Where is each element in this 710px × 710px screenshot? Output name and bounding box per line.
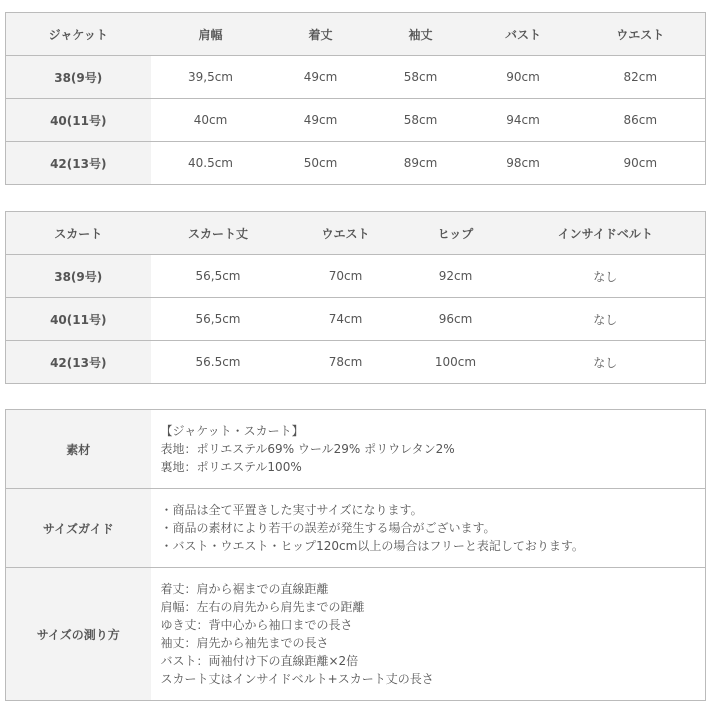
table-cell: 96cm xyxy=(406,298,506,341)
table-cell: 49cm xyxy=(271,56,371,99)
header-cell: 袖丈 xyxy=(371,13,471,56)
info-text xyxy=(151,410,706,489)
header-cell: ウエスト xyxy=(576,13,706,56)
header-cell: 着丈 xyxy=(271,13,371,56)
info-row-measurement xyxy=(6,568,706,701)
table-cell: 40cm xyxy=(151,99,271,142)
table-cell: なし xyxy=(506,341,706,384)
table-cell: 100cm xyxy=(406,341,506,384)
size-label: 42(13号) xyxy=(6,341,151,384)
table-cell: 58cm xyxy=(371,56,471,99)
header-cell: ジャケット xyxy=(6,13,151,56)
table-row xyxy=(6,56,706,99)
table-cell: 39,5cm xyxy=(151,56,271,99)
header-cell: スカート xyxy=(6,212,151,255)
info-line: 【ジャケット・スカート】 xyxy=(160,424,304,438)
header-cell: バスト xyxy=(471,13,576,56)
size-label: 42(13号) xyxy=(6,142,151,185)
header-cell: スカート丈 xyxy=(151,212,286,255)
info-label: 素材 xyxy=(6,410,151,489)
info-line: 表地：ポリエステル69% ウール29% ポリウレタン2% xyxy=(160,442,455,456)
table-cell: 49cm xyxy=(271,99,371,142)
info-line: スカート丈はインサイドベルト+スカート丈の長さ xyxy=(160,672,434,686)
table-cell: 94cm xyxy=(471,99,576,142)
info-label: サイズの測り方 xyxy=(6,568,151,701)
table-cell: 86cm xyxy=(576,99,706,142)
info-line: ・商品の素材により若干の誤差が発生する場合がございます。 xyxy=(160,521,496,535)
table-cell: 58cm xyxy=(371,99,471,142)
size-label: 40(11号) xyxy=(6,298,151,341)
info-text xyxy=(151,568,706,701)
table-cell: 56,5cm xyxy=(151,255,286,298)
info-text xyxy=(151,489,706,568)
table-cell: 90cm xyxy=(576,142,706,185)
info-line: ・商品は全て平置きした実寸サイズになります。 xyxy=(160,503,423,517)
table-header-row xyxy=(6,13,706,56)
size-label: 40(11号) xyxy=(6,99,151,142)
table-row xyxy=(6,99,706,142)
table-cell: 90cm xyxy=(471,56,576,99)
table-row xyxy=(6,142,706,185)
info-line: ゆき丈：背中心から袖口までの長さ xyxy=(160,618,353,632)
table-cell: 74cm xyxy=(286,298,406,341)
info-line: バスト：両袖付け下の直線距離×2倍 xyxy=(160,654,359,668)
info-line: 肩幅：左右の肩先から肩先までの距離 xyxy=(160,600,365,614)
table-row xyxy=(6,255,706,298)
info-line: 袖丈：肩先から袖先までの長さ xyxy=(160,636,329,650)
size-label: 38(9号) xyxy=(6,255,151,298)
header-cell: ヒップ xyxy=(406,212,506,255)
table-cell: 56.5cm xyxy=(151,341,286,384)
table-cell: 92cm xyxy=(406,255,506,298)
table-row xyxy=(6,341,706,384)
table-cell: 89cm xyxy=(371,142,471,185)
table-cell: 70cm xyxy=(286,255,406,298)
header-cell: 肩幅 xyxy=(151,13,271,56)
info-row-material xyxy=(6,410,706,489)
table-cell: 98cm xyxy=(471,142,576,185)
info-line: 着丈：肩から裾までの直線距離 xyxy=(160,582,329,596)
table-cell: なし xyxy=(506,298,706,341)
info-line: 裏地：ポリエステル100% xyxy=(160,460,302,474)
table-cell: 40.5cm xyxy=(151,142,271,185)
table-cell: 78cm xyxy=(286,341,406,384)
header-cell: ウエスト xyxy=(286,212,406,255)
info-label: サイズガイド xyxy=(6,489,151,568)
header-cell: インサイドベルト xyxy=(506,212,706,255)
table-cell: 50cm xyxy=(271,142,371,185)
product-info-table xyxy=(5,409,706,701)
jacket-size-table xyxy=(5,12,706,185)
table-row xyxy=(6,298,706,341)
info-line: ・バスト・ウエスト・ヒップ120cm以上の場合はフリーと表記しております。 xyxy=(160,539,584,553)
info-row-size-guide xyxy=(6,489,706,568)
table-cell: 56,5cm xyxy=(151,298,286,341)
table-cell: 82cm xyxy=(576,56,706,99)
table-cell: なし xyxy=(506,255,706,298)
skirt-size-table xyxy=(5,211,706,384)
table-header-row xyxy=(6,212,706,255)
size-label: 38(9号) xyxy=(6,56,151,99)
